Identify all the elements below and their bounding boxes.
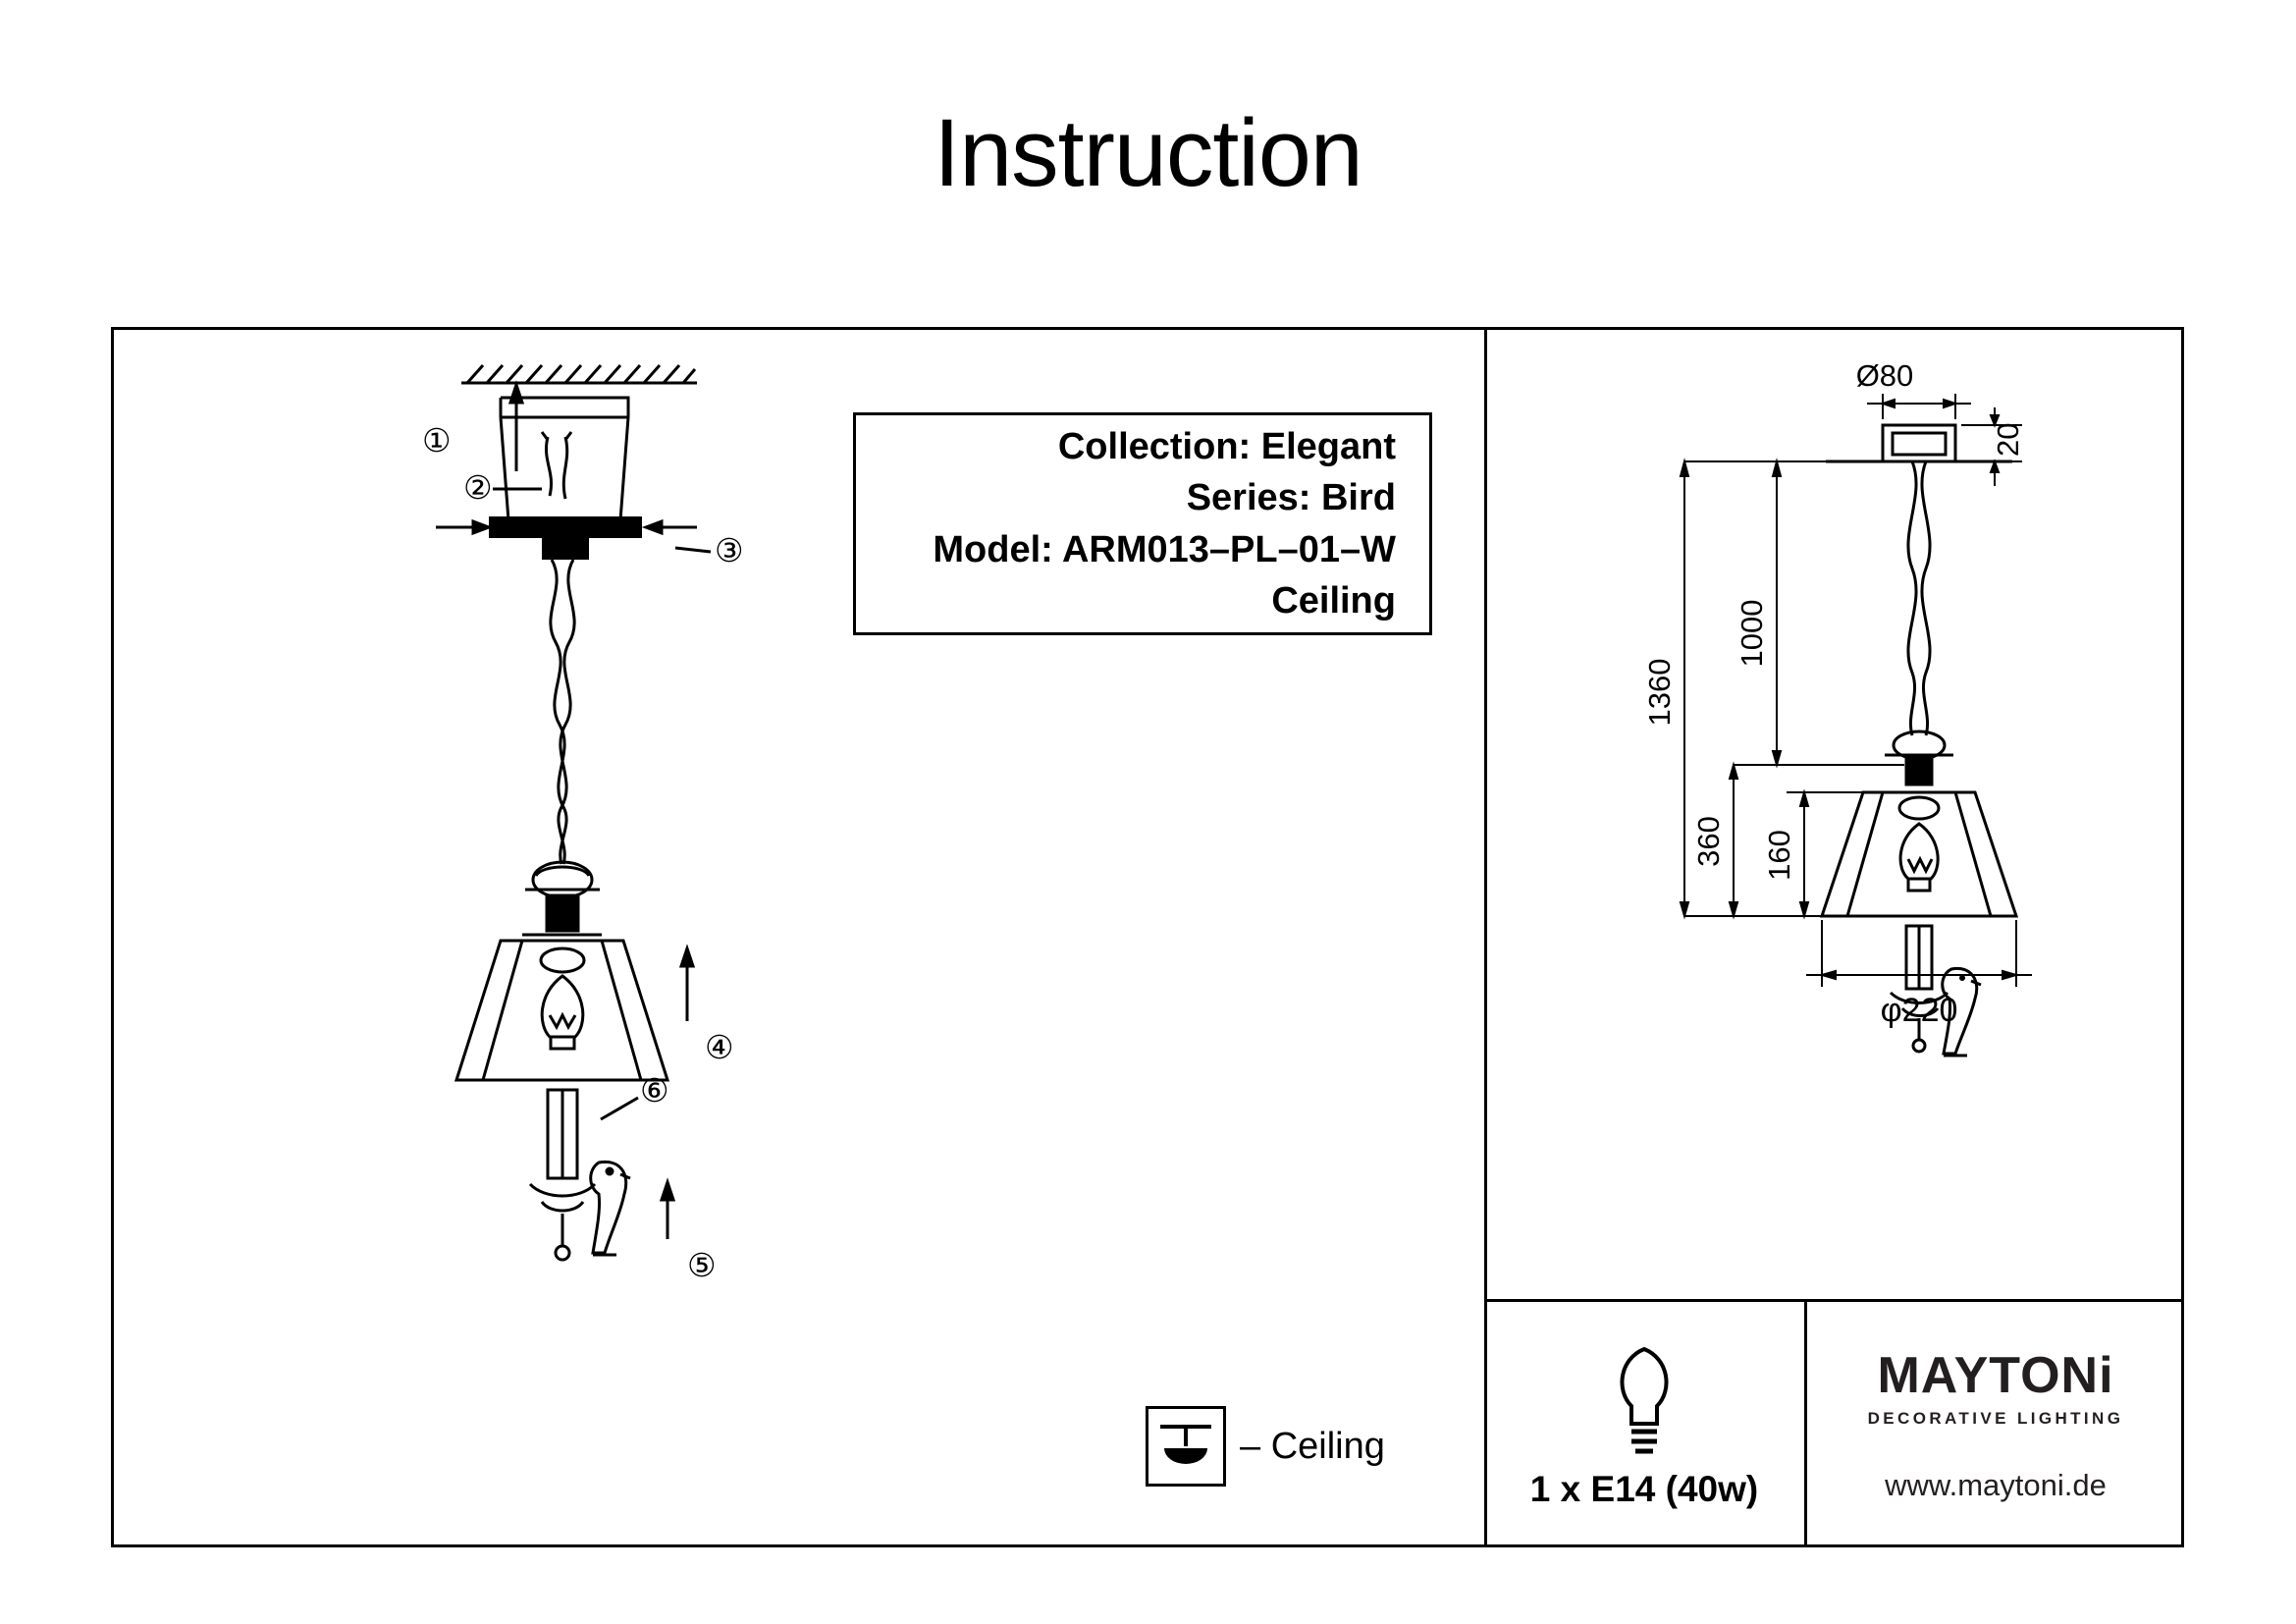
lamp-spec-text: 1 x E14 (40w) (1529, 1469, 1759, 1509)
light-bulb-icon (1602, 1339, 1686, 1463)
svg-text:20: 20 (1991, 422, 2025, 457)
brand-name: MAYTONi (1877, 1347, 2114, 1404)
product-info-box (853, 412, 1432, 635)
svg-text:⑤: ⑤ (687, 1247, 717, 1283)
dimension-drawing (1492, 349, 2179, 1291)
lamp-spec-box (1484, 1302, 1804, 1547)
svg-text:Ø80: Ø80 (1855, 358, 1914, 393)
brand-box (1807, 1302, 2184, 1547)
svg-text:360: 360 (1691, 816, 1726, 867)
svg-text:1000: 1000 (1735, 599, 1769, 668)
ceiling-legend-label: – Ceiling (1240, 1425, 1385, 1467)
model-text: Model: ARM013–PL–01–W (933, 528, 1396, 570)
svg-text:⑥: ⑥ (640, 1072, 669, 1109)
collection-text: Collection: Elegant (1057, 426, 1396, 468)
brand-url: www.maytoni.de (1885, 1468, 2107, 1502)
svg-text:③: ③ (715, 532, 744, 568)
svg-text:1360: 1360 (1642, 658, 1677, 727)
ceiling-mount-icon (1146, 1406, 1226, 1487)
svg-text:④: ④ (705, 1029, 734, 1065)
svg-text:160: 160 (1762, 830, 1796, 881)
mount-text: Ceiling (1271, 579, 1396, 622)
series-text: Series: Bird (1186, 477, 1396, 519)
svg-text:φ220: φ220 (1880, 992, 1958, 1029)
ceiling-legend (1146, 1406, 1385, 1487)
svg-text:①: ① (422, 422, 452, 459)
svg-text:②: ② (463, 469, 493, 506)
brand-tagline: DECORATIVE LIGHTING (1867, 1409, 2124, 1428)
page-title: Instruction (934, 99, 1362, 206)
